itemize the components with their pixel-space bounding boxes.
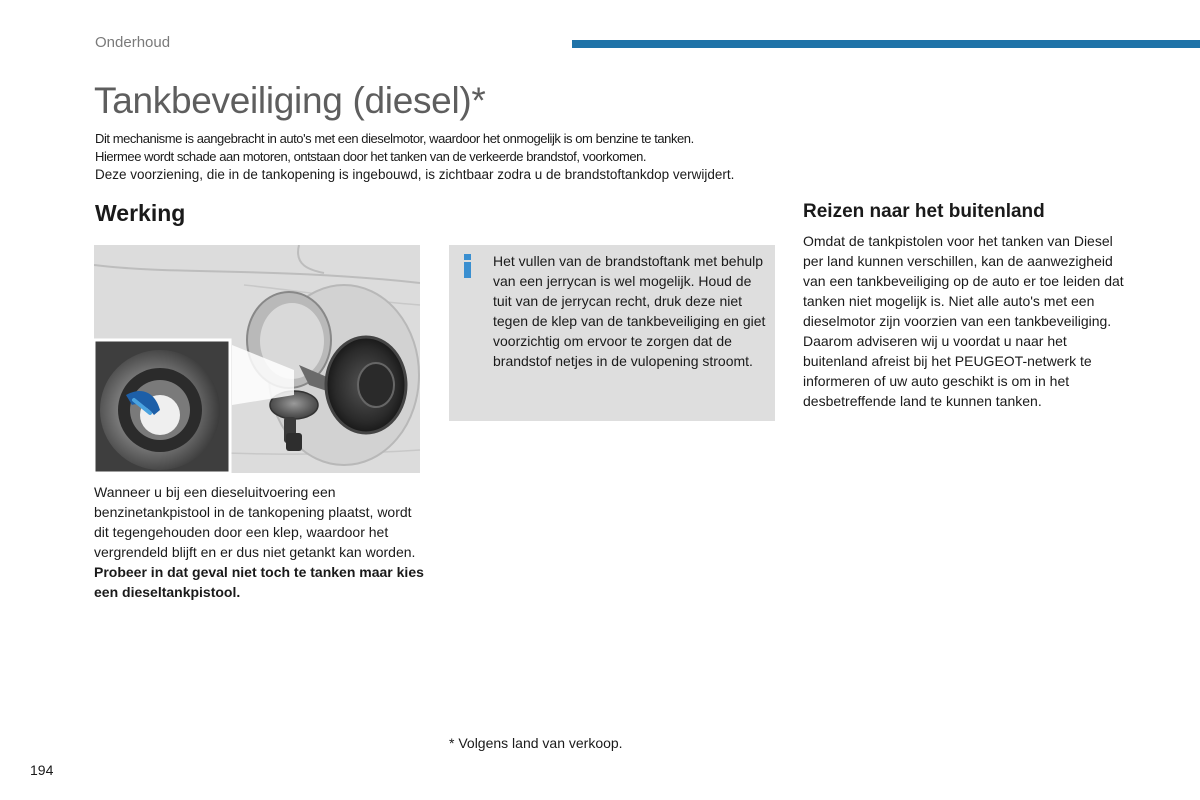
intro-line-3: Deze voorziening, die in de tankopening is ingebouwd, is zichtbaar zodra u de brandstoftankdop verwijdert. — [95, 167, 735, 182]
intro-line-2: Hiermee wordt schade aan motoren, ontstaan door het tanken van de verkeerde brandstof, voorkomen. — [95, 149, 647, 164]
werking-text — [94, 482, 424, 602]
fuel-filler-diesel-illustration — [94, 245, 420, 473]
werking-emphasis: Probeer in dat geval niet toch te tanken maar kies een dieseltankpistool. — [94, 564, 424, 600]
werking-paragraph: Wanneer u bij een dieseluitvoering een benzinetankpistool in de tankopening plaatst, wordt dit tegengehouden door een klep, waardoor het vergrendeld blijft en er dus niet getankt kan worden. — [94, 484, 416, 560]
intro-line-1: Dit mechanisme is aangebracht in auto's met een dieselmotor, waardoor het onmogelijk is om benzine te tanken. — [95, 131, 694, 146]
info-icon — [462, 254, 474, 278]
info-note-text: Het vullen van de brandstoftank met behulp van een jerrycan is wel mogelijk. Houd de tuit van de jerrycan recht, druk deze niet tegen de klep van de tankbeveiliging en giet voorzichtig om ervoor te zorgen dat de brandstof netjes in de vulopening stroomt. — [493, 253, 766, 369]
footnote: * Volgens land van verkoop. — [449, 735, 623, 751]
heading-reizen: Reizen naar het buitenland — [803, 201, 1045, 222]
reizen-paragraph: Omdat de tankpistolen voor het tanken van Diesel per land kunnen verschillen, kan de aanwezigheid van een tankbeveiliging op de auto er toe leiden dat tanken niet mogelijk is. Niet alle auto's met een dieselmotor zijn voorzien van een tankbeveiliging. Daarom adviseren wij u voordat u naar het buitenland afreist bij het PEUGEOT-netwerk te informeren of uw auto geschikt is om in het desbetreffende land te kunnen tanken. — [803, 233, 1124, 409]
intro-text — [95, 130, 785, 184]
section-label: Onderhoud — [95, 34, 171, 51]
page-title: Tankbeveiliging (diesel)* — [94, 80, 486, 121]
header-accent-bar — [572, 40, 1200, 48]
heading-werking: Werking — [95, 200, 186, 226]
page-number: 194 — [30, 762, 54, 778]
